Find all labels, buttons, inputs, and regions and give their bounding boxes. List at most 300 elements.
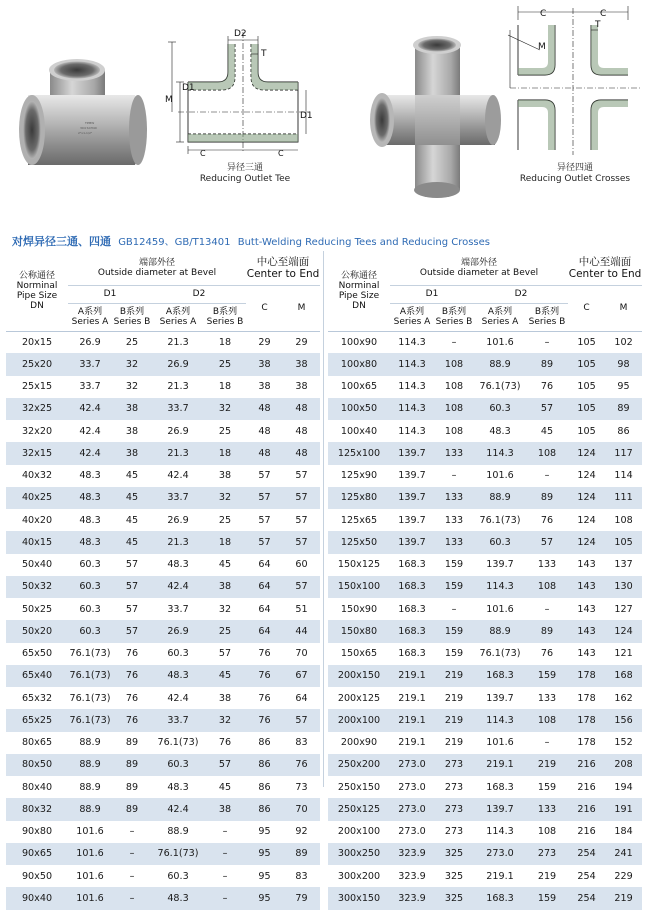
cell-d1-series-a: 33.7 (68, 376, 112, 398)
cell-m: 67 (283, 665, 320, 687)
cell-d2-series-a: 26.9 (152, 509, 204, 531)
cell-d2-series-a: 114.3 (474, 709, 526, 731)
table-row (328, 554, 642, 576)
cell-c: 64 (246, 576, 283, 598)
cell-d1-series-b: 38 (112, 420, 152, 442)
table-row (328, 465, 642, 487)
cell-d1-series-a: 219.1 (390, 665, 434, 687)
table-row (328, 620, 642, 642)
cell-c: 124 (568, 465, 605, 487)
cell-d1-series-b: 273 (434, 776, 474, 798)
cell-d2-series-b: 25 (204, 509, 246, 531)
cell-d2-series-a: 60.3 (474, 531, 526, 553)
col-header-d2-series-b: B系列 Series B (526, 303, 568, 331)
cross-caption-cn: 异径四通 (556, 163, 593, 173)
cell-d1-series-a: 42.4 (68, 420, 112, 442)
cell-c: 143 (568, 598, 605, 620)
cell-c: 57 (246, 531, 283, 553)
cell-d1-series-b: – (434, 331, 474, 353)
cell-d2-series-b: 32 (204, 709, 246, 731)
cell-d1-series-a: 139.7 (390, 465, 434, 487)
table-row (328, 576, 642, 598)
cell-c: 254 (568, 843, 605, 865)
cell-d2-series-a: 33.7 (152, 487, 204, 509)
table-row (6, 620, 320, 642)
cell-dn: 80x40 (6, 776, 68, 798)
cell-d2-series-b: – (204, 821, 246, 843)
cell-d2-series-b: – (526, 598, 568, 620)
cell-d1-series-a: 219.1 (390, 687, 434, 709)
cell-d1-series-b: 159 (434, 643, 474, 665)
cell-c: 76 (246, 687, 283, 709)
cell-c: 95 (246, 865, 283, 887)
cell-d2-series-a: 21.3 (152, 376, 204, 398)
table-row (6, 465, 320, 487)
col-header-c: C (568, 285, 605, 331)
cell-d1-series-b: 219 (434, 709, 474, 731)
table-row (328, 843, 642, 865)
cell-d2-series-a: 60.3 (474, 398, 526, 420)
cell-m: 121 (605, 643, 642, 665)
col-header-dn (6, 251, 68, 331)
cell-c: 86 (246, 798, 283, 820)
table-row (328, 331, 642, 353)
table-row (328, 598, 642, 620)
cell-d1-series-b: 89 (112, 732, 152, 754)
cell-c: 216 (568, 754, 605, 776)
cell-m: 44 (283, 620, 320, 642)
cell-d1-series-b: 219 (434, 665, 474, 687)
cell-d1-series-a: 101.6 (68, 821, 112, 843)
od-en: Outside diameter at Bevel (419, 267, 539, 278)
cell-d2-series-b: 159 (526, 887, 568, 909)
table-row (6, 442, 320, 464)
cell-d1-series-b: – (112, 887, 152, 909)
table-row (328, 398, 642, 420)
col-header-d2-series-b: B系列 Series B (204, 303, 246, 331)
table-row (328, 732, 642, 754)
table-row (6, 398, 320, 420)
cell-m: 48 (283, 420, 320, 442)
cell-d1-series-b: – (434, 465, 474, 487)
cell-c: 86 (246, 754, 283, 776)
table-row (6, 665, 320, 687)
cell-dn: 50x40 (6, 554, 68, 576)
svg-text:TPMW: TPMW (85, 121, 95, 125)
cell-d2-series-a: 139.7 (474, 554, 526, 576)
cell-d2-series-a: 168.3 (474, 887, 526, 909)
cell-d1-series-b: 57 (112, 620, 152, 642)
cell-c: 124 (568, 442, 605, 464)
cell-d2-series-a: 101.6 (474, 465, 526, 487)
cell-c: 76 (246, 643, 283, 665)
spec-table-left (6, 251, 320, 910)
svg-text:2"x1-1/2": 2"x1-1/2" (78, 131, 93, 135)
cell-dn: 250x125 (328, 798, 390, 820)
table-divider (323, 251, 324, 787)
cell-d1-series-a: 114.3 (390, 331, 434, 353)
cell-dn: 250x150 (328, 776, 390, 798)
cell-d1-series-b: 76 (112, 643, 152, 665)
cell-c: 143 (568, 643, 605, 665)
cell-c: 38 (246, 353, 283, 375)
cell-d1-series-b: 219 (434, 732, 474, 754)
table-row (6, 843, 320, 865)
col-header-center (568, 251, 642, 285)
cell-d2-series-a: 219.1 (474, 865, 526, 887)
cell-dn: 25x15 (6, 376, 68, 398)
cell-d2-series-a: 76.1(73) (152, 843, 204, 865)
cell-d2-series-a: 139.7 (474, 798, 526, 820)
tee-dim-d2: D2 (234, 29, 247, 39)
table-row (6, 776, 320, 798)
cell-c: 143 (568, 620, 605, 642)
cell-m: 191 (605, 798, 642, 820)
cell-d1-series-b: 38 (112, 442, 152, 464)
cell-d1-series-b: 76 (112, 665, 152, 687)
table-row (6, 709, 320, 731)
cell-d2-series-a: 26.9 (152, 420, 204, 442)
col-header-d1-series-b: B系列 Series B (434, 303, 474, 331)
cell-d1-series-a: 114.3 (390, 420, 434, 442)
cell-d1-series-b: 108 (434, 420, 474, 442)
tee-caption-cn: 异径三通 (226, 163, 263, 173)
cell-d1-series-a: 88.9 (68, 754, 112, 776)
cell-dn: 200x100 (328, 709, 390, 731)
cell-dn: 125x65 (328, 509, 390, 531)
cell-d2-series-a: 60.3 (152, 754, 204, 776)
cell-d2-series-b: – (526, 732, 568, 754)
cell-d2-series-a: 168.3 (474, 776, 526, 798)
cell-dn: 100x80 (328, 353, 390, 375)
cell-c: 95 (246, 887, 283, 909)
cell-dn: 80x50 (6, 754, 68, 776)
cell-d1-series-a: 219.1 (390, 732, 434, 754)
cell-d2-series-a: 26.9 (152, 620, 204, 642)
tee-caption-en: Reducing Outlet Tee (199, 174, 291, 184)
cell-c: 105 (568, 420, 605, 442)
cell-d2-series-b: 38 (204, 576, 246, 598)
cell-c: 95 (246, 843, 283, 865)
cell-d2-series-a: 88.9 (152, 821, 204, 843)
cell-d2-series-b: 38 (204, 687, 246, 709)
col-header-c: C (246, 285, 283, 331)
cell-d2-series-b: 45 (204, 665, 246, 687)
cell-dn: 250x200 (328, 754, 390, 776)
cell-d2-series-a: 76.1(73) (474, 509, 526, 531)
cell-dn: 300x200 (328, 865, 390, 887)
cell-dn: 40x20 (6, 509, 68, 531)
dn-en: Norminal Pipe Size DN (16, 280, 58, 311)
cell-m: 38 (283, 353, 320, 375)
cell-dn: 150x80 (328, 620, 390, 642)
cell-dn: 40x25 (6, 487, 68, 509)
cell-d2-series-a: 21.3 (152, 331, 204, 353)
table-row (6, 376, 320, 398)
cell-d1-series-b: 89 (112, 798, 152, 820)
cell-c: 143 (568, 554, 605, 576)
cell-d2-series-b: 133 (526, 798, 568, 820)
cell-d2-series-b: 219 (526, 754, 568, 776)
cell-m: 70 (283, 643, 320, 665)
table-row (328, 776, 642, 798)
cell-c: 124 (568, 531, 605, 553)
cell-m: 79 (283, 887, 320, 909)
cell-d1-series-a: 168.3 (390, 576, 434, 598)
table-row (328, 643, 642, 665)
cell-d1-series-b: 159 (434, 620, 474, 642)
cell-d2-series-a: 48.3 (152, 665, 204, 687)
cell-m: 83 (283, 732, 320, 754)
cell-d2-series-a: 101.6 (474, 598, 526, 620)
table-row (328, 821, 642, 843)
cell-d1-series-a: 88.9 (68, 776, 112, 798)
figures-area (0, 0, 648, 220)
cell-d2-series-a: 76.1(73) (152, 732, 204, 754)
cell-dn: 200x150 (328, 665, 390, 687)
col-header-m: M (283, 285, 320, 331)
cell-d1-series-a: 139.7 (390, 531, 434, 553)
table-row (6, 643, 320, 665)
cell-d1-series-b: 133 (434, 509, 474, 531)
cell-d2-series-a: 101.6 (474, 732, 526, 754)
cell-dn: 125x90 (328, 465, 390, 487)
cell-d2-series-a: 48.3 (152, 776, 204, 798)
table-row (6, 509, 320, 531)
table-row (6, 798, 320, 820)
od-cn: 端部外径 (461, 257, 498, 268)
cell-d1-series-a: 26.9 (68, 331, 112, 353)
cell-d1-series-b: 76 (112, 687, 152, 709)
cell-dn: 65x50 (6, 643, 68, 665)
cell-dn: 50x20 (6, 620, 68, 642)
cell-m: 83 (283, 865, 320, 887)
cell-dn: 65x40 (6, 665, 68, 687)
cell-d1-series-b: 25 (112, 331, 152, 353)
cell-d2-series-a: 168.3 (474, 665, 526, 687)
cell-dn: 200x125 (328, 687, 390, 709)
cell-m: 162 (605, 687, 642, 709)
cell-m: 114 (605, 465, 642, 487)
cell-dn: 40x15 (6, 531, 68, 553)
cell-c: 48 (246, 398, 283, 420)
col-header-d1: D1 (390, 285, 474, 303)
cell-d1-series-a: 76.1(73) (68, 709, 112, 731)
cell-d1-series-a: 42.4 (68, 398, 112, 420)
col-header-d2-series-a: A系列 Series A (152, 303, 204, 331)
cell-m: 152 (605, 732, 642, 754)
tee-dim-t: T (261, 49, 267, 59)
col-header-center (246, 251, 320, 285)
table-row (6, 732, 320, 754)
cell-d2-series-a: 76.1(73) (474, 376, 526, 398)
cell-m: 208 (605, 754, 642, 776)
dn-cn: 公称通径 (340, 270, 377, 281)
cell-d1-series-b: 325 (434, 843, 474, 865)
cell-d2-series-a: 33.7 (152, 709, 204, 731)
cell-c: 216 (568, 776, 605, 798)
cell-d2-series-b: 25 (204, 420, 246, 442)
cell-d2-series-b: 108 (526, 709, 568, 731)
cell-d1-series-a: 60.3 (68, 598, 112, 620)
cell-dn: 25x20 (6, 353, 68, 375)
cell-d1-series-b: – (112, 821, 152, 843)
cell-dn: 125x50 (328, 531, 390, 553)
ctr-cn: 中心至端面 (256, 255, 310, 268)
cell-d2-series-a: 48.3 (152, 887, 204, 909)
cross-dim-t: T (595, 20, 601, 30)
cell-d1-series-b: 273 (434, 754, 474, 776)
ctr-en: Center to End (246, 267, 320, 280)
cell-d1-series-a: 33.7 (68, 353, 112, 375)
cell-dn: 100x50 (328, 398, 390, 420)
col-header-dn (328, 251, 390, 331)
cell-d2-series-a: 33.7 (152, 598, 204, 620)
cell-d1-series-b: 325 (434, 865, 474, 887)
table-row (6, 865, 320, 887)
cell-m: 57 (283, 465, 320, 487)
cell-c: 38 (246, 376, 283, 398)
dn-en: Norminal Pipe Size DN (338, 280, 380, 311)
cell-d1-series-b: 159 (434, 554, 474, 576)
cell-d2-series-a: 21.3 (152, 442, 204, 464)
cell-c: 48 (246, 442, 283, 464)
od-cn: 端部外径 (139, 257, 176, 268)
cell-d1-series-b: 57 (112, 554, 152, 576)
col-header-d2-series-a: A系列 Series A (474, 303, 526, 331)
cell-dn: 90x65 (6, 843, 68, 865)
cell-d2-series-b: 89 (526, 620, 568, 642)
table-row (6, 487, 320, 509)
cell-d2-series-a: 60.3 (152, 865, 204, 887)
cell-d2-series-a: 88.9 (474, 620, 526, 642)
cell-d1-series-a: 60.3 (68, 554, 112, 576)
table-row (328, 353, 642, 375)
cell-m: 57 (283, 487, 320, 509)
cell-d2-series-b: 57 (526, 531, 568, 553)
table-row (328, 687, 642, 709)
cell-d2-series-b: 18 (204, 376, 246, 398)
col-header-od (390, 251, 568, 285)
cross-caption (510, 163, 640, 185)
table-row (6, 420, 320, 442)
cell-m: 124 (605, 620, 642, 642)
cell-dn: 100x40 (328, 420, 390, 442)
cell-m: 168 (605, 665, 642, 687)
cell-d2-series-b: 32 (204, 598, 246, 620)
cell-d2-series-a: 21.3 (152, 531, 204, 553)
tee-caption (190, 163, 300, 185)
cell-d1-series-a: 323.9 (390, 887, 434, 909)
cell-d2-series-b: 108 (526, 442, 568, 464)
cell-d1-series-a: 76.1(73) (68, 687, 112, 709)
section-heading (12, 233, 490, 249)
cell-d2-series-b: 32 (204, 487, 246, 509)
tee-dim-d1-left: D1 (182, 83, 195, 93)
cell-d2-series-a: 42.4 (152, 687, 204, 709)
cross-caption-en: Reducing Outlet Crosses (519, 174, 631, 184)
cell-m: 108 (605, 509, 642, 531)
table-row (328, 509, 642, 531)
cell-d1-series-a: 114.3 (390, 398, 434, 420)
cell-c: 124 (568, 487, 605, 509)
cell-d1-series-b: 57 (112, 576, 152, 598)
cell-dn: 300x250 (328, 843, 390, 865)
cell-dn: 80x32 (6, 798, 68, 820)
cell-d1-series-a: 48.3 (68, 509, 112, 531)
cell-d1-series-a: 273.0 (390, 821, 434, 843)
cell-d2-series-b: 45 (526, 420, 568, 442)
cell-d1-series-a: 48.3 (68, 465, 112, 487)
cell-d1-series-b: 38 (112, 398, 152, 420)
col-header-d2: D2 (474, 285, 568, 303)
cell-d2-series-b: 108 (526, 576, 568, 598)
table-row (328, 754, 642, 776)
cell-d2-series-a: 26.9 (152, 353, 204, 375)
cell-c: 143 (568, 576, 605, 598)
cell-c: 57 (246, 509, 283, 531)
col-header-d1-series-b: B系列 Series B (112, 303, 152, 331)
cell-m: 117 (605, 442, 642, 464)
cell-c: 105 (568, 376, 605, 398)
cell-d1-series-a: 139.7 (390, 509, 434, 531)
cell-m: 98 (605, 353, 642, 375)
cell-d2-series-b: – (204, 843, 246, 865)
table-row (6, 531, 320, 553)
cell-m: 60 (283, 554, 320, 576)
cell-m: 57 (283, 531, 320, 553)
cell-m: 48 (283, 442, 320, 464)
cell-c: 178 (568, 687, 605, 709)
cell-m: 127 (605, 598, 642, 620)
cell-d1-series-a: 273.0 (390, 776, 434, 798)
cell-dn: 50x32 (6, 576, 68, 598)
cell-d2-series-a: 60.3 (152, 643, 204, 665)
cell-d1-series-b: – (434, 598, 474, 620)
cell-d1-series-a: 60.3 (68, 620, 112, 642)
cell-m: 105 (605, 531, 642, 553)
cell-m: 111 (605, 487, 642, 509)
table-row (328, 709, 642, 731)
tee-dim-c-left: C (200, 149, 206, 158)
cell-d2-series-b: 45 (204, 776, 246, 798)
cell-d2-series-b: 18 (204, 331, 246, 353)
cell-d1-series-a: 42.4 (68, 442, 112, 464)
cell-d2-series-a: 42.4 (152, 465, 204, 487)
cell-c: 124 (568, 509, 605, 531)
cell-m: 76 (283, 754, 320, 776)
table-row (6, 353, 320, 375)
cell-c: 86 (246, 732, 283, 754)
cell-d2-series-b: 18 (204, 531, 246, 553)
cell-d2-series-b: 45 (204, 554, 246, 576)
cell-c: 76 (246, 665, 283, 687)
table-row (6, 687, 320, 709)
table-row (328, 420, 642, 442)
cell-d2-series-b: – (526, 465, 568, 487)
cell-d1-series-b: 108 (434, 398, 474, 420)
cell-dn: 80x65 (6, 732, 68, 754)
cell-d2-series-b: – (204, 865, 246, 887)
cell-m: 219 (605, 887, 642, 909)
cell-d2-series-a: 88.9 (474, 353, 526, 375)
cell-dn: 150x90 (328, 598, 390, 620)
cell-c: 105 (568, 398, 605, 420)
cell-dn: 150x100 (328, 576, 390, 598)
cell-d2-series-b: 273 (526, 843, 568, 865)
cell-dn: 150x65 (328, 643, 390, 665)
cell-d1-series-a: 48.3 (68, 487, 112, 509)
